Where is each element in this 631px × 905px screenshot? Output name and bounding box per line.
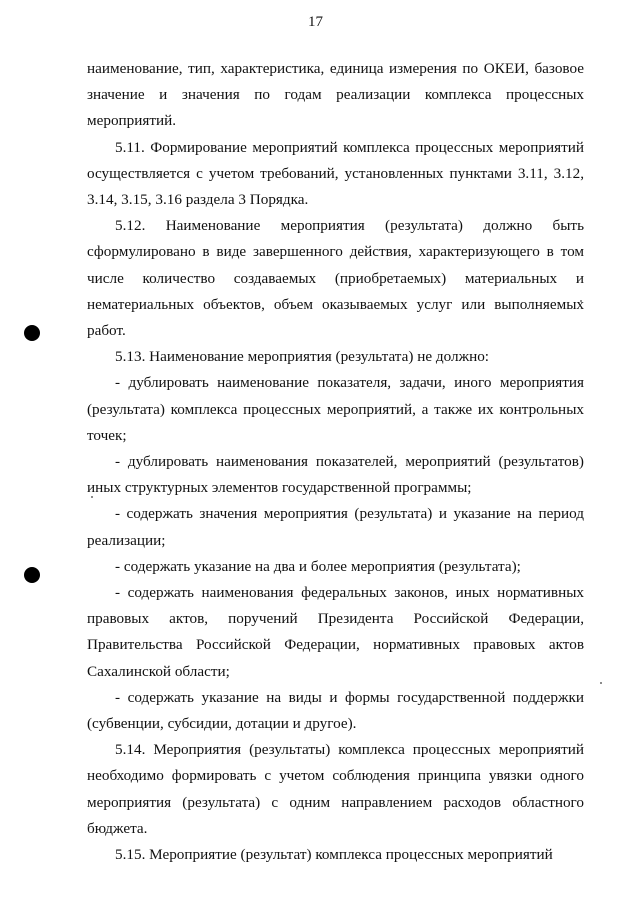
- scan-speck: [600, 682, 602, 684]
- paragraph: 5.12. Наименование мероприятия (результата) должно быть сформулировано в виде завершенного действия, характеризующего в том числе количество создаваемых (приобретаемых) материальных и нематериальных объектов, объем оказываемых услуг или выполняемых работ.: [87, 217, 584, 340]
- list-item: - дублировать наименование показателя, задачи, иного мероприятия (результата) комплекса процессных мероприятий, а также их контрольных точек;: [87, 374, 584, 444]
- list-item: - дублировать наименования показателей, мероприятий (результатов) иных структурных элементов государственной программы;: [87, 453, 584, 497]
- list-item: - содержать указание на два и более мероприятия (результата);: [115, 557, 521, 575]
- list-item: - содержать указание на виды и формы государственной поддержки (субвенции, субсидии, дотации и другое).: [87, 688, 584, 733]
- paragraph: 5.14. Мероприятия (результаты) комплекса процессных мероприятий необходимо формировать с учетом соблюдения принципа увязки одного мероприятия (результата) с одним направлением расходов областного бюджета.: [87, 741, 584, 837]
- list-item: - содержать значения мероприятия (результата) и указание на период реализации;: [87, 505, 584, 549]
- list-item: - содержать наименования федеральных законов, иных нормативных правовых актов, поручений Президента Российской Федерации, Правительства Российской Федерации, нормативных правовых актов Сахалинской области;: [87, 584, 584, 680]
- punch-hole: [24, 325, 40, 341]
- paragraph: 5.11. Формирование мероприятий комплекса процессных мероприятий осуществляется с учетом требований, установленных пунктами 3.11, 3.12, 3.14, 3.15, 3.16 раздела 3 Порядка.: [87, 138, 584, 209]
- document-body: [87, 56, 584, 868]
- paragraph: наименование, тип, характеристика, единица измерения по ОКЕИ, базовое значение и значения по годам реализации комплекса процессных мероприятий.: [87, 60, 584, 130]
- paragraph: 5.13. Наименование мероприятия (результата) не должно:: [115, 348, 490, 366]
- page-number: 17: [308, 14, 323, 30]
- paragraph: 5.15. Мероприятие (результат) комплекса процессных мероприятий: [115, 846, 553, 864]
- punch-hole: [24, 567, 40, 583]
